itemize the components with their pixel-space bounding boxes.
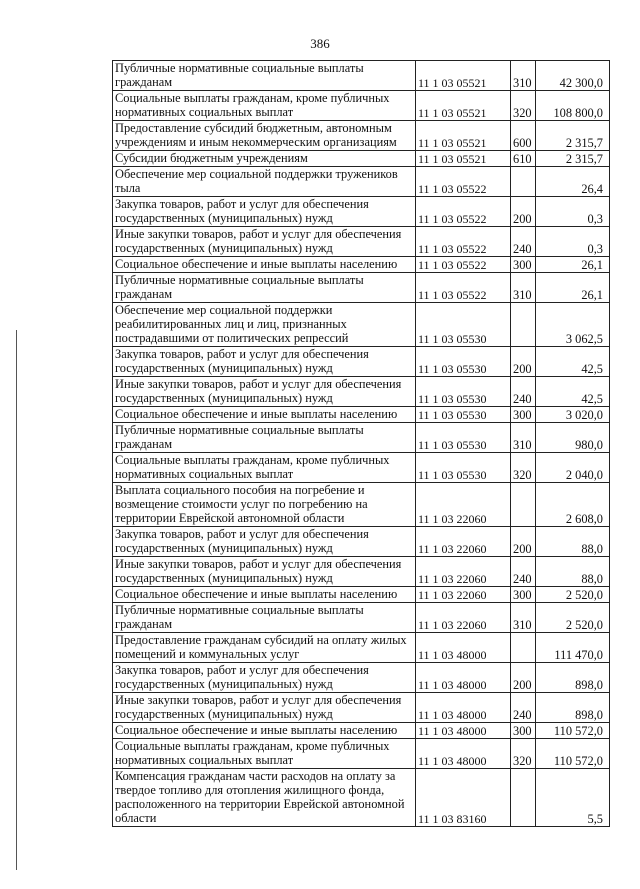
row-name-cell: Обеспечение мер социальной поддержки реабилитированных лиц и лиц, признанных пострадавшими от политических репрессий xyxy=(113,303,416,347)
row-code-cell: 11 1 03 22060 xyxy=(416,557,511,587)
row-amount-cell: 898,0 xyxy=(536,663,610,693)
table-row xyxy=(113,739,610,769)
row-code-cell: 11 1 03 05522 xyxy=(416,273,511,303)
row-name-cell: Социальное обеспечение и иные выплаты населению xyxy=(113,723,416,739)
row-amount-cell: 2 315,7 xyxy=(536,151,610,167)
table-row xyxy=(113,423,610,453)
table-row xyxy=(113,483,610,527)
budget-table xyxy=(112,60,610,827)
row-code-cell: 11 1 03 48000 xyxy=(416,633,511,663)
row-amount-cell: 108 800,0 xyxy=(536,91,610,121)
row-expense-type-cell: 240 xyxy=(511,693,536,723)
row-code-cell: 11 1 03 05530 xyxy=(416,407,511,423)
table-row xyxy=(113,723,610,739)
row-amount-cell: 26,1 xyxy=(536,273,610,303)
row-code-cell: 11 1 03 48000 xyxy=(416,693,511,723)
row-expense-type-cell: 300 xyxy=(511,257,536,273)
row-code-cell: 11 1 03 05530 xyxy=(416,453,511,483)
row-amount-cell: 88,0 xyxy=(536,527,610,557)
row-expense-type-cell: 200 xyxy=(511,347,536,377)
row-expense-type-cell: 200 xyxy=(511,663,536,693)
row-expense-type-cell: 300 xyxy=(511,587,536,603)
row-name-cell: Публичные нормативные социальные выплаты гражданам xyxy=(113,603,416,633)
row-amount-cell: 2 040,0 xyxy=(536,453,610,483)
table-row xyxy=(113,227,610,257)
table-row xyxy=(113,151,610,167)
row-name-cell: Компенсация гражданам части расходов на оплату за твердое топливо для отопления жилищного фонда, расположенного на территории Еврейской автономной области xyxy=(113,769,416,827)
row-name-cell: Предоставление гражданам субсидий на оплату жилых помещений и коммунальных услуг xyxy=(113,633,416,663)
row-name-cell: Закупка товаров, работ и услуг для обеспечения государственных (муниципальных) нужд xyxy=(113,197,416,227)
row-name-cell: Субсидии бюджетным учреждениям xyxy=(113,151,416,167)
row-name-cell: Иные закупки товаров, работ и услуг для обеспечения государственных (муниципальных) нужд xyxy=(113,227,416,257)
row-amount-cell: 980,0 xyxy=(536,423,610,453)
row-name-cell: Закупка товаров, работ и услуг для обеспечения государственных (муниципальных) нужд xyxy=(113,663,416,693)
row-expense-type-cell: 320 xyxy=(511,739,536,769)
row-code-cell: 11 1 03 48000 xyxy=(416,723,511,739)
row-amount-cell: 111 470,0 xyxy=(536,633,610,663)
row-code-cell: 11 1 03 05522 xyxy=(416,167,511,197)
row-name-cell: Обеспечение мер социальной поддержки тружеников тыла xyxy=(113,167,416,197)
row-name-cell: Иные закупки товаров, работ и услуг для обеспечения государственных (муниципальных) нужд xyxy=(113,377,416,407)
row-name-cell: Социальное обеспечение и иные выплаты населению xyxy=(113,587,416,603)
row-expense-type-cell: 240 xyxy=(511,557,536,587)
table-row xyxy=(113,91,610,121)
page-number: 386 xyxy=(310,36,330,51)
row-code-cell: 11 1 03 05530 xyxy=(416,347,511,377)
row-name-cell: Социальные выплаты гражданам, кроме публичных нормативных социальных выплат xyxy=(113,91,416,121)
table-row xyxy=(113,769,610,827)
row-expense-type-cell: 200 xyxy=(511,197,536,227)
row-code-cell: 11 1 03 22060 xyxy=(416,587,511,603)
row-expense-type-cell xyxy=(511,483,536,527)
table-row xyxy=(113,693,610,723)
row-amount-cell: 3 020,0 xyxy=(536,407,610,423)
row-amount-cell: 110 572,0 xyxy=(536,723,610,739)
row-code-cell: 11 1 03 05522 xyxy=(416,197,511,227)
row-amount-cell: 42 300,0 xyxy=(536,61,610,91)
row-amount-cell: 110 572,0 xyxy=(536,739,610,769)
row-code-cell: 11 1 03 05530 xyxy=(416,377,511,407)
row-expense-type-cell: 610 xyxy=(511,151,536,167)
row-expense-type-cell: 310 xyxy=(511,603,536,633)
table-body xyxy=(113,61,610,827)
row-expense-type-cell xyxy=(511,633,536,663)
row-code-cell: 11 1 03 22060 xyxy=(416,603,511,633)
table-row xyxy=(113,303,610,347)
row-code-cell: 11 1 03 05521 xyxy=(416,61,511,91)
row-expense-type-cell: 300 xyxy=(511,407,536,423)
table-row xyxy=(113,273,610,303)
table-row xyxy=(113,61,610,91)
row-name-cell: Предоставление субсидий бюджетным, автономным учреждениям и иным некоммерческим организациям xyxy=(113,121,416,151)
table-row xyxy=(113,257,610,273)
row-name-cell: Социальное обеспечение и иные выплаты населению xyxy=(113,407,416,423)
table-row xyxy=(113,603,610,633)
row-name-cell: Публичные нормативные социальные выплаты гражданам xyxy=(113,423,416,453)
table-row xyxy=(113,557,610,587)
table-row xyxy=(113,527,610,557)
table-row xyxy=(113,197,610,227)
row-amount-cell: 898,0 xyxy=(536,693,610,723)
row-expense-type-cell xyxy=(511,167,536,197)
row-name-cell: Закупка товаров, работ и услуг для обеспечения государственных (муниципальных) нужд xyxy=(113,527,416,557)
row-amount-cell: 2 608,0 xyxy=(536,483,610,527)
row-code-cell: 11 1 03 22060 xyxy=(416,483,511,527)
row-code-cell: 11 1 03 05522 xyxy=(416,257,511,273)
row-name-cell: Выплата социального пособия на погребение и возмещение стоимости услуг по погребению на территории Еврейской автономной области xyxy=(113,483,416,527)
row-expense-type-cell: 240 xyxy=(511,377,536,407)
row-code-cell: 11 1 03 48000 xyxy=(416,739,511,769)
row-code-cell: 11 1 03 05521 xyxy=(416,151,511,167)
table-row xyxy=(113,453,610,483)
row-code-cell: 11 1 03 05522 xyxy=(416,227,511,257)
row-name-cell: Иные закупки товаров, работ и услуг для обеспечения государственных (муниципальных) нужд xyxy=(113,557,416,587)
row-expense-type-cell: 300 xyxy=(511,723,536,739)
row-amount-cell: 5,5 xyxy=(536,769,610,827)
row-amount-cell: 0,3 xyxy=(536,197,610,227)
row-expense-type-cell: 240 xyxy=(511,227,536,257)
table-row xyxy=(113,663,610,693)
row-amount-cell: 2 315,7 xyxy=(536,121,610,151)
row-expense-type-cell: 310 xyxy=(511,423,536,453)
row-amount-cell: 0,3 xyxy=(536,227,610,257)
row-code-cell: 11 1 03 05530 xyxy=(416,423,511,453)
row-code-cell: 11 1 03 05530 xyxy=(416,303,511,347)
row-code-cell: 11 1 03 05521 xyxy=(416,91,511,121)
table-row xyxy=(113,633,610,663)
row-name-cell: Публичные нормативные социальные выплаты гражданам xyxy=(113,61,416,91)
row-code-cell: 11 1 03 48000 xyxy=(416,663,511,693)
row-amount-cell: 26,4 xyxy=(536,167,610,197)
row-name-cell: Социальные выплаты гражданам, кроме публичных нормативных социальных выплат xyxy=(113,453,416,483)
row-code-cell: 11 1 03 83160 xyxy=(416,769,511,827)
table-row xyxy=(113,377,610,407)
scan-margin-line xyxy=(16,330,17,870)
row-name-cell: Закупка товаров, работ и услуг для обеспечения государственных (муниципальных) нужд xyxy=(113,347,416,377)
table-row xyxy=(113,121,610,151)
row-expense-type-cell xyxy=(511,769,536,827)
row-expense-type-cell: 320 xyxy=(511,91,536,121)
row-name-cell: Иные закупки товаров, работ и услуг для обеспечения государственных (муниципальных) нужд xyxy=(113,693,416,723)
row-expense-type-cell: 310 xyxy=(511,61,536,91)
row-amount-cell: 42,5 xyxy=(536,347,610,377)
table-row xyxy=(113,167,610,197)
row-amount-cell: 42,5 xyxy=(536,377,610,407)
row-amount-cell: 2 520,0 xyxy=(536,587,610,603)
row-amount-cell: 88,0 xyxy=(536,557,610,587)
table-row xyxy=(113,587,610,603)
row-name-cell: Публичные нормативные социальные выплаты гражданам xyxy=(113,273,416,303)
table-row xyxy=(113,407,610,423)
row-expense-type-cell: 320 xyxy=(511,453,536,483)
row-amount-cell: 3 062,5 xyxy=(536,303,610,347)
row-name-cell: Социальное обеспечение и иные выплаты населению xyxy=(113,257,416,273)
row-expense-type-cell: 600 xyxy=(511,121,536,151)
table-row xyxy=(113,347,610,377)
row-expense-type-cell: 310 xyxy=(511,273,536,303)
row-name-cell: Социальные выплаты гражданам, кроме публичных нормативных социальных выплат xyxy=(113,739,416,769)
row-expense-type-cell: 200 xyxy=(511,527,536,557)
row-code-cell: 11 1 03 05521 xyxy=(416,121,511,151)
row-amount-cell: 2 520,0 xyxy=(536,603,610,633)
row-code-cell: 11 1 03 22060 xyxy=(416,527,511,557)
row-amount-cell: 26,1 xyxy=(536,257,610,273)
row-expense-type-cell xyxy=(511,303,536,347)
